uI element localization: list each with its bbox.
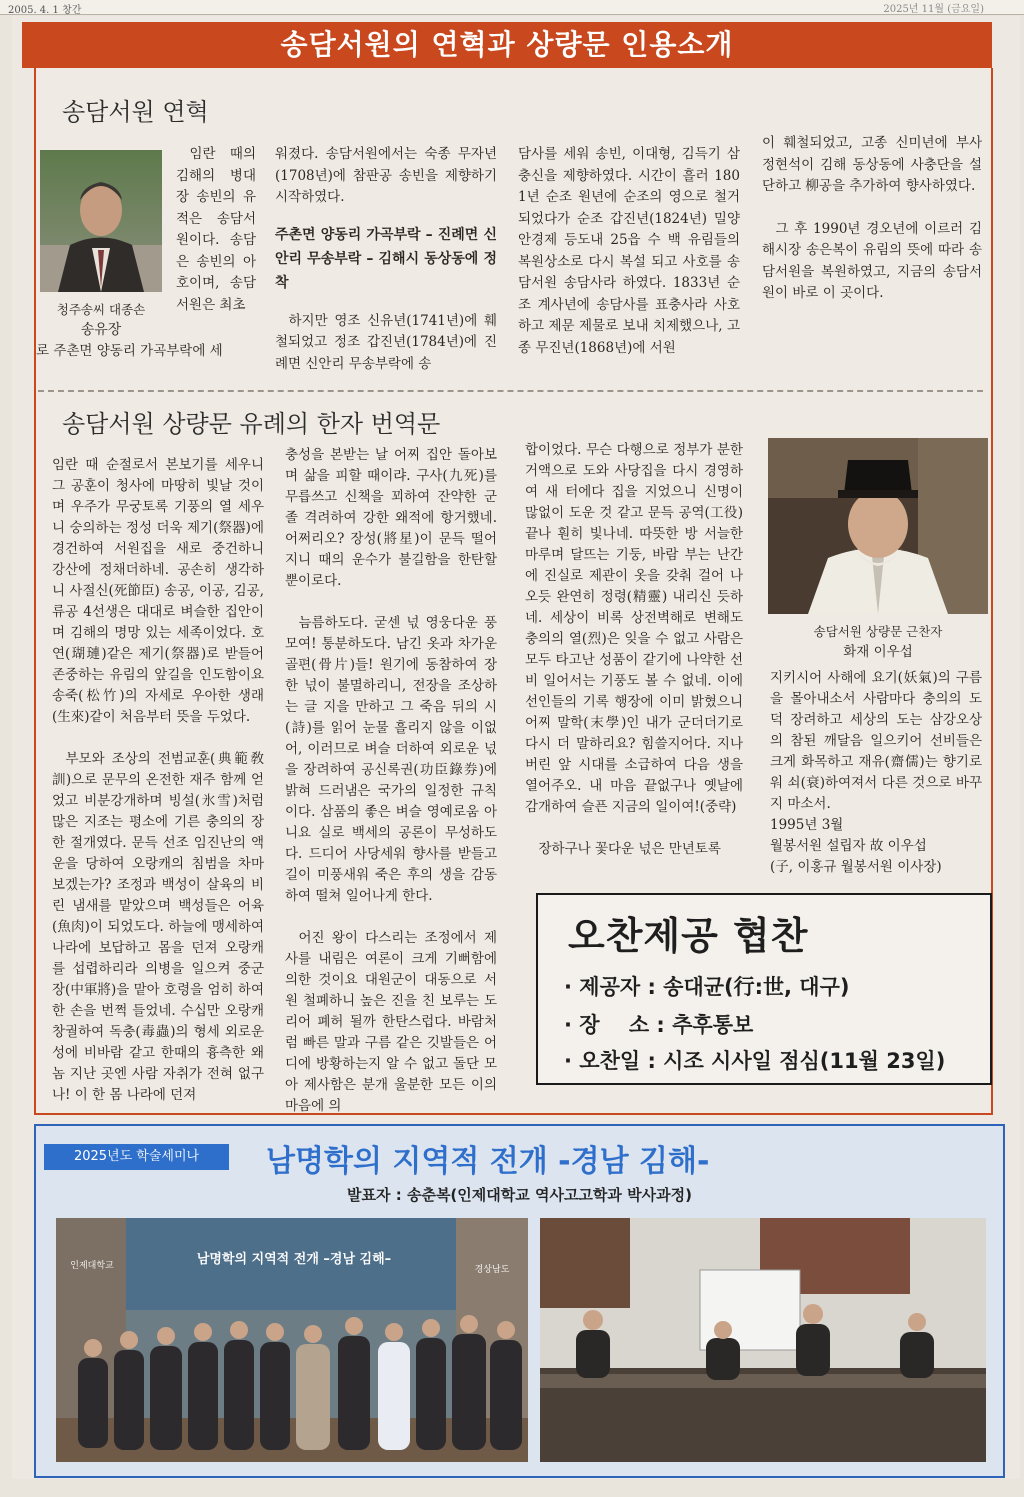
history-col3 <box>518 144 740 359</box>
sign-date: 1995년 3월 <box>770 817 844 833</box>
photo-banner-text: 남명학의 지역적 전개 –경남 김해– <box>196 1252 392 1267</box>
sponsor-title: 오찬제공 협찬 <box>568 914 809 958</box>
seminar-panel <box>34 1124 1005 1478</box>
history-text: 임란 때의 김해의 병대장 송빈의 유적은 송담서원이다. 송담은 송빈의 아호이며, 송담서원은 최초 <box>176 146 256 313</box>
sangryang-text: 지키시어 사해에 요기(妖氣)의 구름을 몰아내소서 사람마다 충의의 도덕 장려하고 세상의 도는 삼강오상의 참된 깨달음 일으키어 선비들은 크게 화목하고 재유(齋儒)는 향기로워 쇠(衰)하여져서 다른 것으로 바꾸지 마소서. <box>770 670 982 812</box>
history-text: 담사를 세워 송빈, 이대형, 김득기 삼충신을 제향하였다. 시간이 흘러 1801년 순조 원년에 순조의 영으로 철거되었다가 순조 갑진년(1824년) 밀양 안경제 등도내 25읍 수 백 유림들의 복원상소로 다시 복설 되고 사호를 송담서원 송담사라 하였다. 1833년 순조 계사년에 송담사를 표충사라 사호하고 제문 제물로 보내 치제했으나, 고종 무진년(1868년)에 서원 <box>518 146 740 356</box>
sangryang-text: 부모와 조상의 전범교훈(典範敎訓)으로 문무의 온전한 재주 함께 얻었고 비분강개하며 빙설(氷雪)처럼 많은 지조는 평소에 기른 충의의 장한 절개였다. 문득 선조 임진난의 액운을 당하여 오랑캐의 침범을 차마 보겠는가? 조정과 백성이 살육의 비린 냄새를 맡았으며 백성들은 어육(魚肉)이 되었도다. 하늘에 맹세하여 나라에 보답하고 몸을 던져 오랑캐를 섭렵하리라 의병을 일으켜 중군장(中軍將)을 맡아 호령을 엄히 하여 한 손을 번쩍 들었네. 수십만 오랑캐 창궐하여 독충(毒蟲)의 형세 외로운 성에 비바람 같고 한때의 흉측한 왜놈 지난 곳엔 사람 자취가 전혀 없구나! 이 한 몸 나라에 던져 <box>52 751 264 1103</box>
page-top-strip <box>0 0 1024 15</box>
sangryang-text: 어진 왕이 다스리는 조정에서 제사를 내림은 여론이 크게 기뻐함에 의한 것이요 대원군이 대동으로 서원 철폐하니 높은 진을 친 보루는 도리어 폐허 될까 한탄스럽다. 바람처럼 빠른 말과 구름 같은 깃발들은 어디에 방황하는지 알 수 없고 돌단 모아 제사함은 분개 울분한 모든 이의 마음에 의 <box>285 930 497 1114</box>
seminar-room-photo <box>540 1218 986 1462</box>
sangryang-text: 임란 때 순절로서 본보기를 세우니 그 공훈이 청사에 마땅히 빛날 것이며 우주가 무궁토록 기풍의 열 세우니 숭의하는 정성 더욱 제기(祭器)에 경건하여 서원집을 새로 중건하니 강산에 정채더하네. 공손히 생각하니 사절신(死節臣) 송공, 이공, 김공, 류공 4선생은 대대로 벼슬한 집안이며 김해의 명망 있는 세족이었다. 호연(瑚璉)같은 제기(祭器)로 받들어 존중하는 유림의 앞길을 인도함이요 송죽(松竹)의 자세로 우아한 생래(生來)같이 처음부터 뜻을 두었다. <box>52 457 264 725</box>
sangryang-text: 장하구나 꽃다운 넋은 만년토록 <box>538 841 721 857</box>
history-text: 워졌다. 송담서원에서는 숙종 무자년(1708년)에 참판공 송빈을 제향하기 시작하였다. <box>275 146 497 205</box>
issue-date: 2025년 11월 (금요일) <box>883 4 984 15</box>
sponsor-provider: · 제공자 : 송대균(行:世, 대구) <box>564 975 850 999</box>
history-col1-bottom <box>36 341 256 363</box>
author-caption-2: 화재 이우섭 <box>843 644 913 660</box>
group-photo <box>56 1218 528 1462</box>
sangryang-col4 <box>770 668 982 878</box>
sponsor-place: · 장 소 : 추후통보 <box>564 1013 754 1037</box>
sangryang-title: 송담서원 상량문 유례의 한자 번역문 <box>62 410 441 438</box>
history-text: 이 훼철되었고, 고종 신미년에 부사 정현석이 김해 동상동에 사충단을 설단하고 柳공을 추가하여 향사하였다. <box>762 135 982 194</box>
history-subhead: 주촌면 양동리 가곡부락 – 진례면 신안리 무송부락 – 김해시 동상동에 정착 <box>275 226 497 291</box>
photo-logo-right: 경상남도 <box>474 1265 510 1275</box>
seminar-tag: 2025년도 학술세미나 <box>44 1144 229 1170</box>
history-title: 송담서원 연혁 <box>62 98 209 126</box>
history-text: 그 후 1990년 경오년에 이르러 김해시장 송은복이 유림의 뜻에 따라 송담서원을 복원하였고, 지금의 송담서원이 바로 이 곳이다. <box>762 220 982 301</box>
founded-date: 2005. 4. 1 창간 <box>8 5 82 16</box>
history-col4 <box>762 133 982 305</box>
history-text: 로 주촌면 양동리 가곡부락에 세 <box>36 343 223 359</box>
page-banner-title: 송담서원의 연혁과 상량문 인용소개 <box>22 22 992 68</box>
sangryang-text: 충성을 본받는 날 어찌 집안 돌아보며 삶을 피할 때이랴. 구사(九死)를 무릅쓰고 신책을 꾀하여 잔약한 군졸 격려하여 강한 왜적에 항거했네. 어쩌리오? 장성(將星)이 문득 떨어지니 때의 운수가 불길함을 한탄할 뿐이로다. <box>285 447 497 589</box>
sangryang-col1 <box>52 455 264 1106</box>
author-photo <box>768 438 988 614</box>
jongson-caption-2: 송유장 <box>80 322 122 338</box>
jongson-photo <box>40 150 162 292</box>
jongson-caption-1: 청주송씨 대종손 <box>56 302 146 317</box>
seminar-title: 남명학의 지역적 전개 -경남 김해- <box>266 1144 710 1179</box>
sign-note: (子, 이홍규 월봉서원 이사장) <box>770 859 942 875</box>
seminar-presenter: 발표자 : 송춘복(인제대학교 역사고고학과 박사과정) <box>347 1186 692 1204</box>
sangryang-text: 늠름하도다. 굳센 넋 영웅다운 풍모여! 통분하도다. 남긴 옷과 차가운 골편(骨片)들! 원기에 동참하여 장한 넋이 불멸하리니, 전장을 조상하는 글 지을 만하고 그 죽음 뒤의 시(詩)를 읽어 눈물 흘리지 않을 이없어, 이러므로 벼슬 더하여 외로운 넋을 장려하여 공신록권(功臣錄券)에 밝혀 드러냄은 국가의 일정한 규칙이다. 삼품의 좋은 벼슬 영예로움 아니요 실로 백세의 공론이 무성하도다. 드디어 사당세워 향사를 받들고 길이 미풍새워 죽은 후의 생을 감동하여 떨쳐 일어나게 한다. <box>285 615 497 904</box>
sangryang-text: 합이었다. 무슨 다행으로 정부가 분한 거액으로 도와 사당집을 다시 경영하여 새 터에다 집을 지었으니 신명이 많없이 도운 것 같고 문득 공역(工役) 끝나 훤히 빛나네. 따뜻한 방 서늘한 마루며 달뜨는 기둥, 바람 부는 난간에 진실로 제관이 옷을 갖춰 걸어 나오듯 완연히 정령(精靈) 내리신 듯하네. 세상이 비록 상전벽해로 변해도 충의의 열(烈)은 잊을 수 없고 사람은 모두 타고난 성품이 같기에 나약한 선비 일어서는 기풍도 볼 수 없네. 이에 선인들의 기록 행장에 이미 밝혔으니 어찌 말학(末學)인 내가 군더더기로 다시 더 말하리요? 힘쓸지어다. 지나버린 앞 시대를 소급하여 다음 생을 열어주오. 내 마음 끝없구나 옛날에 감개하여 슬픈 지금의 일이여!(중략) <box>525 442 743 815</box>
photo-logo-left: 인제대학교 <box>70 1261 114 1271</box>
sangryang-col3 <box>525 440 743 860</box>
sign-name: 월봉서원 설립자 故 이우섭 <box>770 838 927 854</box>
history-col2 <box>275 144 497 375</box>
history-text: 하지만 영조 신유년(1741년)에 훼철되었고 정조 갑진년(1784년)에 진례면 신안리 무송부락에 송 <box>275 312 497 372</box>
section-divider <box>38 390 983 392</box>
author-caption-1: 송담서원 상량문 근찬자 <box>813 624 943 639</box>
sangryang-col2 <box>285 445 497 1117</box>
sponsor-date: · 오찬일 : 시조 시사일 점심(11월 23일) <box>564 1049 946 1073</box>
history-col1-beside <box>176 144 256 316</box>
sponsor-box <box>536 893 992 1085</box>
